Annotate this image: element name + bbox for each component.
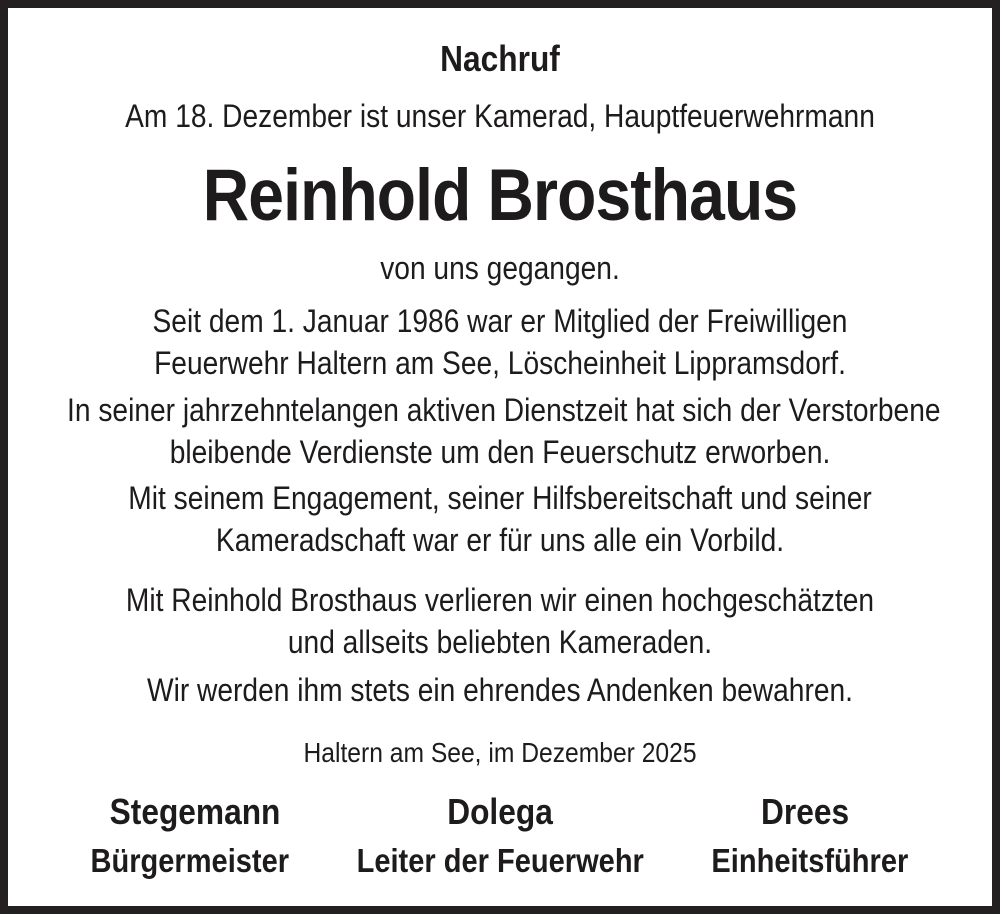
signature-name-text: Dolega xyxy=(447,791,553,832)
signature-roles-row xyxy=(43,844,957,877)
service-line-1: In seiner jahrzehntelangen aktiven Dienstzeit hat sich der Verstorbene xyxy=(67,392,941,428)
signature-name xyxy=(43,791,348,832)
loss-line-2: und allseits beliebten Kameraden. xyxy=(287,624,713,660)
passing-line: von uns gegangen. xyxy=(380,250,620,286)
deceased-name: Reinhold Brosthaus xyxy=(202,155,798,236)
signature-names-row xyxy=(43,791,957,832)
notice-title: Nachruf xyxy=(440,38,560,79)
dateline: Haltern am See, im Dezember 2025 xyxy=(303,737,697,768)
service-line-2: bleibende Verdienste um den Feuerschutz erworben. xyxy=(169,434,831,470)
intro-line: Am 18. Dezember ist unser Kamerad, Hauptfeuerwehrmann xyxy=(125,98,875,134)
remembrance-line: Wir werden ihm stets ein ehrendes Andenken bewahren. xyxy=(147,672,853,708)
membership-line-2: Feuerwehr Haltern am See, Löscheinheit Lippramsdorf. xyxy=(154,345,846,381)
signature-role-text: Leiter der Feuerwehr xyxy=(356,842,644,879)
membership-line-1: Seit dem 1. Januar 1986 war er Mitglied der Freiwilligen xyxy=(152,303,848,339)
signature-name-text: Drees xyxy=(760,791,849,832)
signature-role xyxy=(43,844,337,877)
signature-name xyxy=(652,791,957,832)
signature-role xyxy=(337,844,663,877)
signature-name-text: Stegemann xyxy=(109,791,281,832)
signature-role xyxy=(663,844,957,877)
character-line-1: Mit seinem Engagement, seiner Hilfsbereitschaft und seiner xyxy=(128,480,872,516)
signature-role-text: Bürgermeister xyxy=(90,842,290,879)
character-line-2: Kameradschaft war er für uns alle ein Vorbild. xyxy=(215,522,785,558)
signature-role-text: Einheitsführer xyxy=(711,842,909,879)
signature-name xyxy=(348,791,653,832)
loss-line-1: Mit Reinhold Brosthaus verlieren wir einen hochgeschätzten xyxy=(125,582,875,618)
